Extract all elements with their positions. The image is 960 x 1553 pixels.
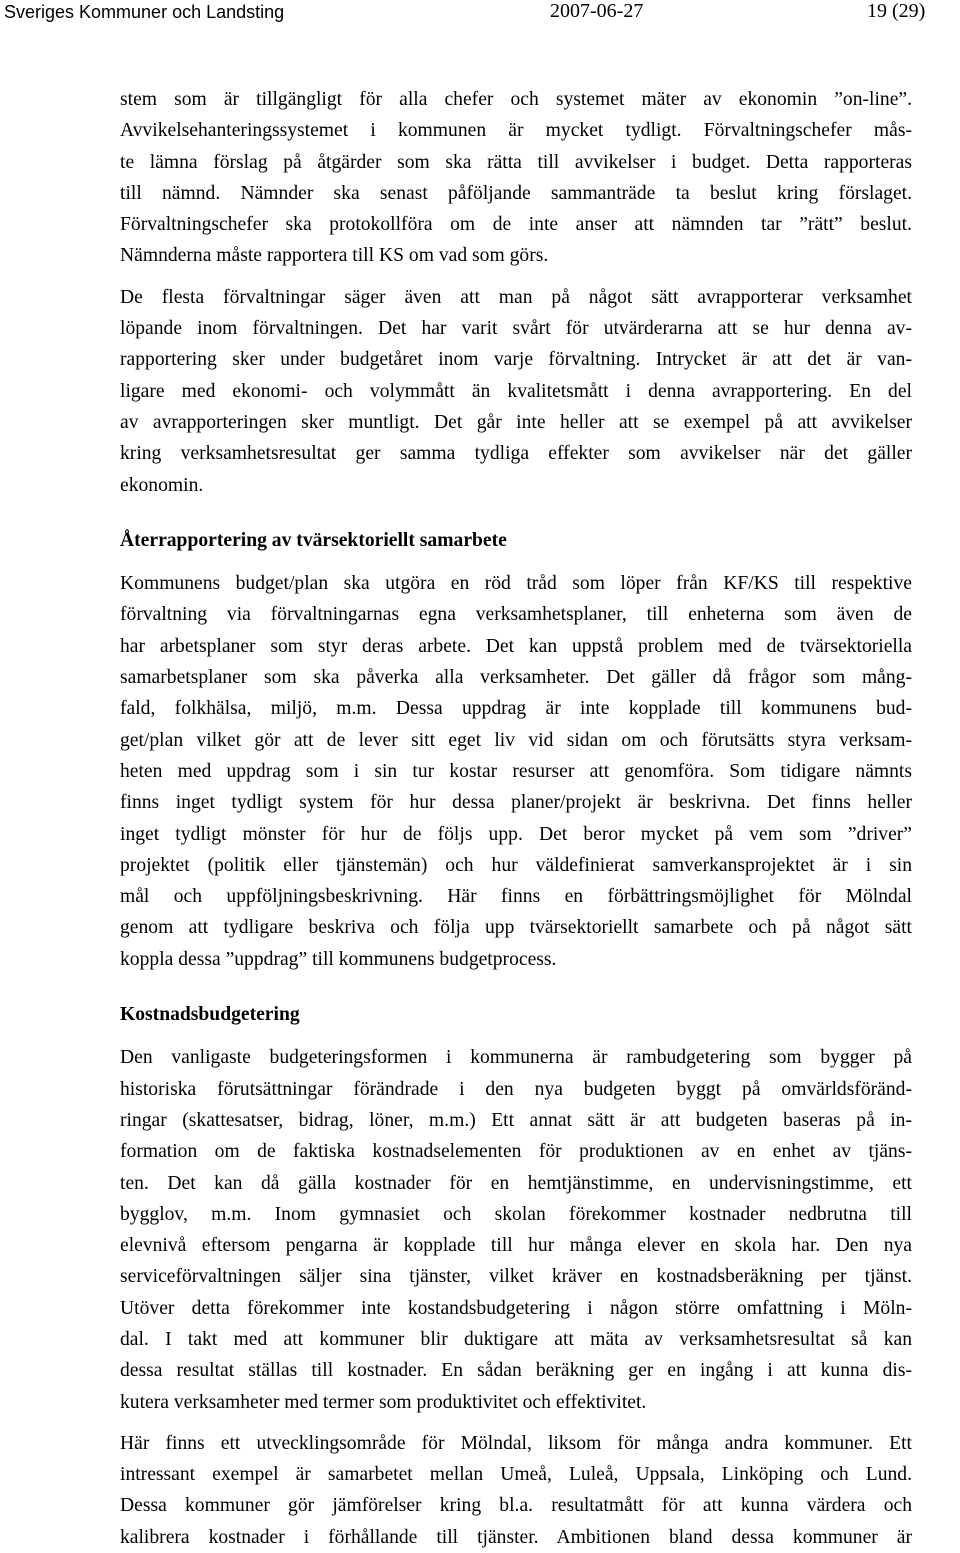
text-line: Här finns ett utvecklingsområde för Mölndal, liksom för många andra kommuner. Ett [120, 1432, 912, 1454]
section-heading: Återrapportering av tvärsektoriellt samarbete [120, 529, 507, 551]
text-line: förvaltning via förvaltningarnas egna verksamhetsplaner, till enheterna som även de [120, 604, 912, 626]
header-date: 2007-06-27 [550, 0, 644, 22]
text-line: har arbetsplaner som styr deras arbete. Det kan uppstå problem med de tvärsektoriella [120, 635, 912, 657]
text-line: bygglov, m.m. Inom gymnasiet och skolan förekommer kostnader nedbrutna till [120, 1203, 912, 1225]
text-line: koppla dessa ”uppdrag” till kommunens budgetprocess. [120, 948, 557, 970]
text-line: historiska förutsättningar förändrade i den nya budgeten byggt på omvärldsföränd- [120, 1078, 912, 1100]
header-page-number: 19 (29) [867, 0, 926, 22]
text-line: De flesta förvaltningar säger även att man på något sätt avrapporterar verksamhet [120, 286, 912, 308]
text-line: fald, folkhälsa, miljö, m.m. Dessa uppdrag är inte kopplade till kommunens bud- [120, 698, 912, 720]
paragraph [120, 1042, 912, 1418]
text-line: Nämnderna måste rapportera till KS om vad som görs. [120, 245, 549, 267]
text-line: dessa resultat ställas till kostnader. En sådan beräkning ger en ingång i att kunna dis- [120, 1360, 912, 1382]
text-line: Förvaltningschefer ska protokollföra om de inte anser att nämnden tar ”rätt” beslut. [120, 214, 912, 236]
text-line: kalibrera kostnader i förhållande till tjänster. Ambitionen bland dessa kommuner är [120, 1526, 912, 1548]
section-heading: Kostnadsbudgetering [120, 1004, 300, 1026]
text-line: Utöver detta förekommer inte kostandsbudgetering i någon större omfattning i Möln- [120, 1297, 912, 1319]
text-line: dal. I takt med att kommuner blir duktigare att mäta av verksamhetsresultat så kan [120, 1328, 912, 1350]
text-line: av avrapporteringen sker muntligt. Det går inte heller att se exempel på att avvikelser [120, 411, 912, 433]
text-line: ekonomin. [120, 474, 204, 496]
text-line: serviceförvaltningen säljer sina tjänster, vilket kräver en kostnadsberäkning per tjänst. [120, 1266, 912, 1288]
text-line: kring verksamhetsresultat ger samma tydliga effekter som avvikelser när det gäller [120, 443, 912, 465]
text-line: Avvikelsehanteringssystemet i kommunen är mycket tydligt. Förvaltningschefer mås- [120, 120, 912, 142]
text-line: till nämnd. Nämnder ska senast påföljande sammanträde ta beslut kring förslaget. [120, 182, 912, 204]
text-line: samarbetsplaner som ska påverka alla verksamheter. Det gäller då frågor som mång- [120, 667, 912, 689]
text-line: genom att tydligare beskriva och följa upp tvärsektoriellt samarbete och på något sätt [120, 917, 912, 939]
text-line: Kommunens budget/plan ska utgöra en röd tråd som löper från KF/KS till respektive [120, 573, 912, 595]
text-line: Den vanligaste budgeteringsformen i kommunerna är rambudgetering som bygger på [120, 1047, 912, 1069]
text-line: finns inget tydligt system för hur dessa planer/projekt är beskrivna. Det finns heller [120, 792, 912, 814]
text-line: ringar (skattesatser, bidrag, löner, m.m.) Ett annat sätt är att budgeten baseras på in- [120, 1109, 912, 1131]
paragraph [120, 568, 912, 975]
text-line: rapportering sker under budgetåret inom varje förvaltning. Intrycket är att det är van- [120, 349, 912, 371]
text-line: projektet (politik eller tjänstemän) och hur väldefinierat samverkansprojektet är i sin [120, 854, 912, 876]
text-line: heten med uppdrag som i sin tur kostar resurser att genomföra. Som tidigare nämnts [120, 760, 912, 782]
text-line: ten. Det kan då gälla kostnader för en hemtjänstimme, en undervisningstimme, ett [120, 1172, 912, 1194]
paragraph [120, 282, 912, 501]
text-line: Dessa kommuner gör jämförelser kring bl.a. resultatmått för att kunna värdera och [120, 1495, 912, 1517]
document-body [120, 84, 912, 1553]
page-header [0, 0, 960, 26]
text-line: te lämna förslag på åtgärder som ska rätta till avvikelser i budget. Detta rapporteras [120, 151, 912, 173]
text-line: stem som är tillgängligt för alla chefer och systemet mäter av ekonomin ”on-line”. [120, 89, 912, 110]
text-line: ligare med ekonomi- och volymmått än kvalitetsmått i denna avrapportering. En del [120, 380, 912, 402]
header-organization: Sveriges Kommuner och Landsting [4, 2, 285, 22]
text-line: löpande inom förvaltningen. Det har varit svårt för utvärderarna att se hur denna av- [120, 318, 912, 340]
text-line: get/plan vilket gör att de lever sitt eget liv vid sidan om och förutsätts styra verksam- [120, 729, 912, 751]
text-line: mål och uppföljningsbeskrivning. Här finns en förbättringsmöjlighet för Mölndal [120, 886, 912, 908]
text-line: elevnivå eftersom pengarna är kopplade till hur många elever en skola har. Den nya [120, 1235, 912, 1257]
text-line: formation om de faktiska kostnadselementen för produktionen av en enhet av tjäns- [120, 1141, 912, 1163]
paragraph [120, 1428, 912, 1553]
paragraph [120, 84, 912, 272]
text-line: kutera verksamheter med termer som produktivitet och effektivitet. [120, 1391, 647, 1413]
text-line: intressant exempel är samarbetet mellan Umeå, Luleå, Uppsala, Linköping och Lund. [120, 1464, 912, 1486]
text-line: inget tydligt mönster för hur de följs upp. Det beror mycket på vem som ”driver” [120, 823, 912, 845]
